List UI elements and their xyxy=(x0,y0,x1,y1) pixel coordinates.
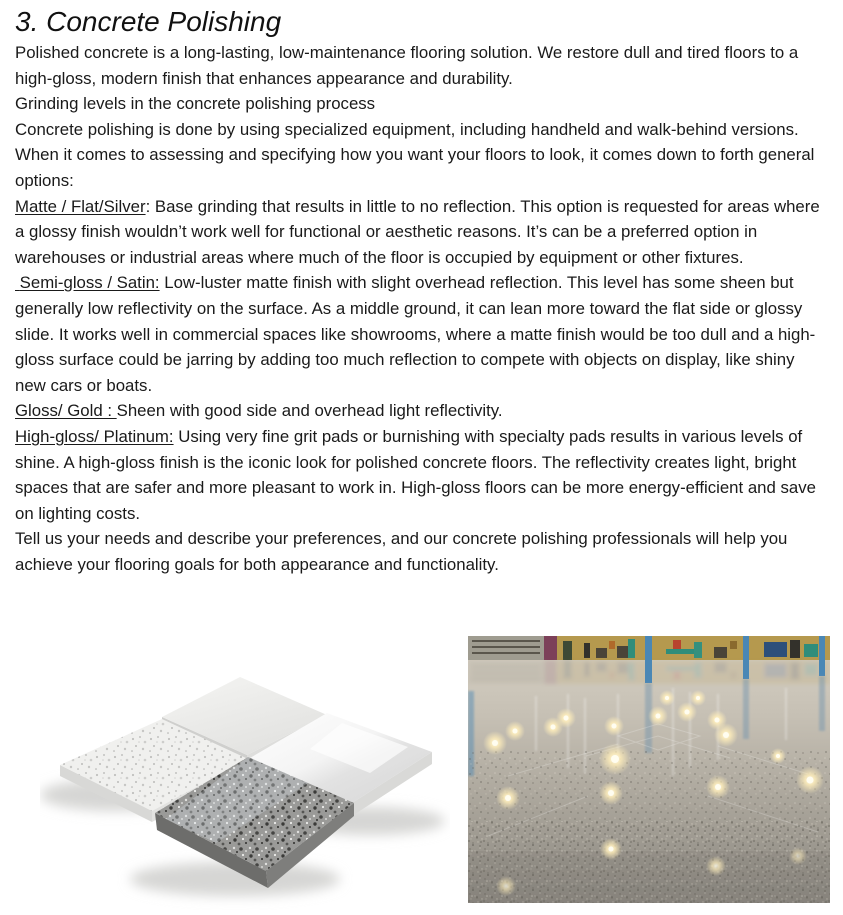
paragraph-text: When it comes to assessing and specifying how you want your floors to look, it comes down to forth general options: xyxy=(15,145,820,190)
floor-vignette xyxy=(468,851,830,903)
page-title: 3. Concrete Polishing xyxy=(15,6,282,37)
paragraph-intro xyxy=(15,40,827,91)
paragraph-text: Sheen with good side and overhead light reflectivity. xyxy=(116,401,503,421)
paragraph-high-gloss xyxy=(15,424,827,526)
term-gloss-gold: Gloss/ Gold : xyxy=(15,401,117,421)
term-matte-flat-silver: Matte / Flat/Silver xyxy=(15,196,146,216)
paragraph-text: : Base grinding that results in little to no reflection. This option is requested for areas where a glossy finish wouldn’t work well for functional or aesthetic reasons. It’s can be a preferred option in warehouses or industrial areas where much of the floor is occupied by equipment or other fixtures. xyxy=(15,196,825,267)
paragraph-gloss xyxy=(15,398,827,424)
body-text xyxy=(0,40,843,577)
paragraph-text: Polished concrete is a long-lasting, low-maintenance flooring solution. We restore dull and tired floors to a high-gloss, modern finish that enhances appearance and durability. xyxy=(15,43,803,88)
paragraph-text: Tell us your needs and describe your preferences, and our concrete polishing professionals will help you achieve your flooring goals for both appearance and functionality. xyxy=(15,529,793,574)
paragraph-equipment xyxy=(15,117,827,143)
paragraph-options xyxy=(15,142,827,193)
floor-image xyxy=(468,636,830,903)
paragraph-text: Grinding levels in the concrete polishing process xyxy=(15,94,376,114)
paragraph-text: Concrete polishing is done by using specialized equipment, including handheld and walk-behind versions. xyxy=(15,119,799,139)
paragraph-grinding-levels xyxy=(15,91,827,117)
paragraph-cta xyxy=(15,526,827,577)
paragraph-text: Using very fine grit pads or burnishing with specialty pads results in various levels of shine. A high-gloss finish is the iconic look for polished concrete floors. The reflectivity creates light, bright spaces that are safer and more pleasant to work in. High-gloss floors can be more energy-efficient and save on lighting costs. xyxy=(15,426,821,523)
paragraph-matte xyxy=(15,194,827,271)
paragraph-semi-gloss xyxy=(15,270,827,398)
tiles-image xyxy=(40,645,450,910)
term-semi-gloss-satin: Semi-gloss / Satin: xyxy=(15,273,160,293)
paragraph-text: Low-luster matte finish with slight overhead reflection. This level has some sheen but generally low reflectivity on the surface. As a middle ground, it can lean more toward the flat side or glossy slide. It works well in commercial spaces like showrooms, where a matte finish would be too dull and a high-gloss surface could be jarring by adding too much reflection to compete with objects on display, like shiny new cars or boats. xyxy=(15,273,816,395)
term-high-gloss-platinum: High-gloss/ Platinum: xyxy=(15,426,174,446)
